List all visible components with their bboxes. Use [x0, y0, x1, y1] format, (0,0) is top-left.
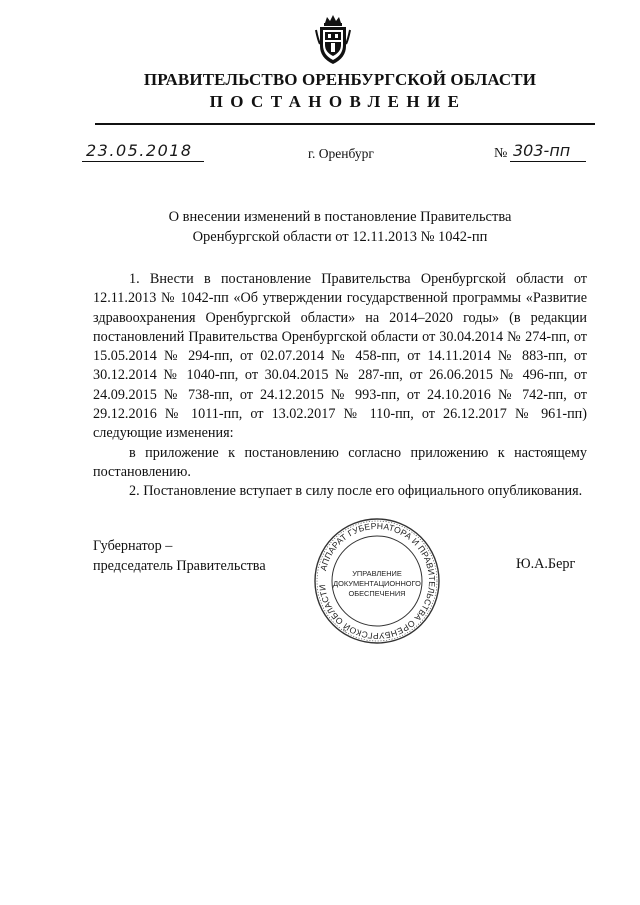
body-paragraph: в приложение к постановлению согласно приложению к настоящему постановлению.	[93, 444, 587, 480]
official-stamp	[312, 516, 442, 646]
stamp-center-line: ОБЕСПЕЧЕНИЯ	[348, 589, 406, 598]
subject-line: О внесении изменений в постановление Правительства	[168, 209, 512, 225]
signer-position-line: председатель Правительства	[93, 558, 266, 574]
number-underline	[510, 161, 586, 162]
date-underline	[82, 161, 204, 162]
document-subject	[0, 207, 640, 247]
number-label: №	[494, 146, 508, 161]
signer-position	[93, 536, 266, 576]
header-divider	[95, 123, 595, 125]
document-type-title: ПОСТАНОВЛЕНИЕ	[209, 92, 467, 111]
stamp-center-line: УПРАВЛЕНИЕ	[352, 569, 402, 578]
signer-position-line: Губернатор –	[93, 538, 173, 554]
stamp-center-line: ДОКУМЕНТАЦИОННОГО	[333, 579, 421, 588]
body-paragraph: 1. Внести в постановление Правительства Оренбургской области от 12.11.2013 № 1042-пп «Об утверждении государственной программы «Развитие здравоохранения Оренбургской области» на 2014–2020 годы» (в редакции постановлений Правительства Оренбургской области от 30.04.2014 № 274-пп, от 15.05.2014 № 294-пп, от 02.07.2014 № 458-пп, от 14.11.2014 № 883-пп, от 30.12.2014 № 1040-пп, от 30.04.2015 № 287-пп, от 26.06.2015 № 496-пп, от 24.09.2015 № 738-пп, от 24.12.2015 № 993-пп, от 24.10.2016 № 742-пп, от 29.12.2016 № 1011-пп, от 13.02.2017 № 110-пп, от 26.12.2017 № 961-пп) следующие изменения:	[93, 271, 587, 442]
document-city: г. Оренбург	[308, 146, 374, 161]
orenburg-coat-of-arms-icon	[314, 14, 352, 66]
subject-line: Оренбургской области от 12.11.2013 № 1042-пп	[192, 229, 488, 245]
body-paragraph: 2. Постановление вступает в силу после его официального опубликования.	[129, 483, 583, 500]
document-number: 303-пп	[513, 141, 571, 160]
stamp-ring-text-path: АППАРАТ ГУБЕРНАТОРА И ПРАВИТЕЛЬСТВА ОРЕНБУРГСКОЙ ОБЛАСТИ	[317, 520, 438, 642]
signer-name: Ю.А.Берг	[516, 556, 576, 572]
government-title: ПРАВИТЕЛЬСТВО ОРЕНБУРГСКОЙ ОБЛАСТИ	[143, 70, 537, 89]
document-body	[93, 270, 587, 502]
document-date: 23.05.2018	[86, 141, 193, 160]
